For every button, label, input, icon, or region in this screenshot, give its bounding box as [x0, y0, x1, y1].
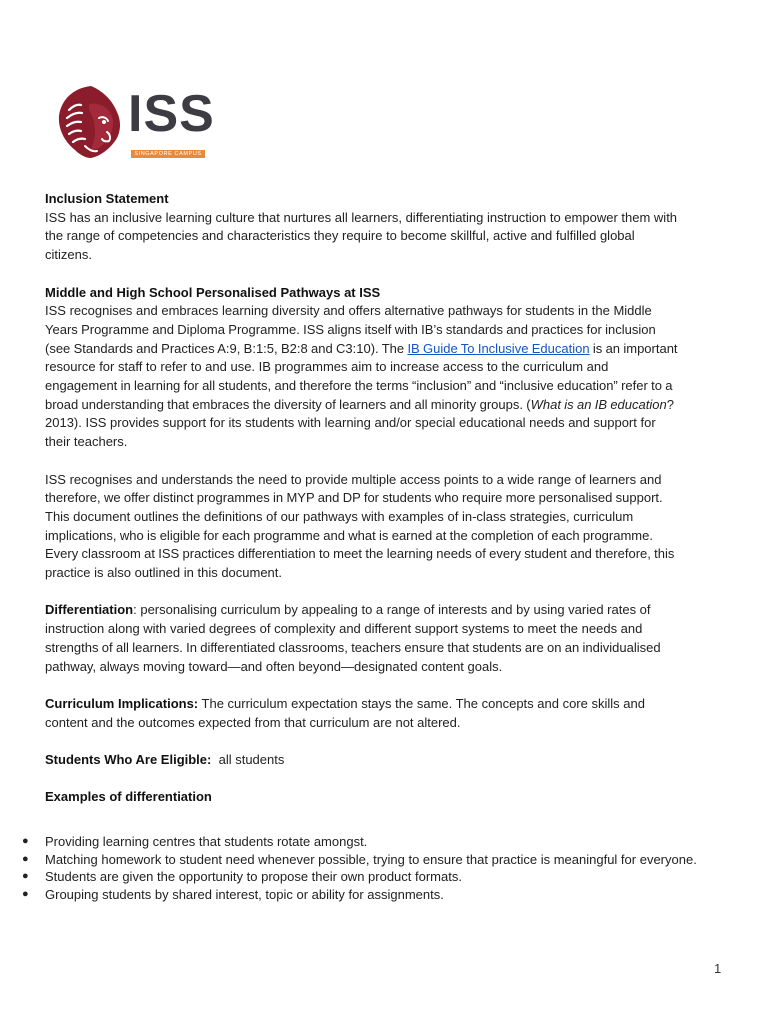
pathways-section — [45, 284, 735, 452]
access-section — [45, 471, 735, 583]
inclusion-heading: Inclusion Statement — [45, 191, 169, 206]
list-item-text: Providing learning centres that students rotate amongst. — [45, 834, 368, 849]
citation-title: What is an IB education — [530, 396, 667, 412]
text-run: is an important — [589, 340, 678, 356]
eligibility-section — [45, 751, 735, 770]
paragraph-line: strengths of all learners. In differentiated classrooms, teachers ensure that students are on an individualised — [45, 639, 661, 655]
paragraph-line — [45, 695, 735, 714]
list-item-text: Grouping students by shared interest, topic or ability for assignments. — [45, 886, 444, 902]
list-item — [22, 851, 702, 869]
paragraph-line: their teachers. — [45, 434, 128, 450]
paragraph-line: implications, who is eligible for each programme and what is earned at the completion of each programme. — [45, 527, 653, 543]
logo-wordmark: ISS — [128, 85, 215, 143]
list-item-text: Matching homework to student need whenever possible, trying to ensure that practice is meaningful for everyone. — [45, 851, 697, 867]
text-run: : personalising curriculum by appealing to a range of interests and by using varied rates of — [133, 602, 651, 618]
list-item — [22, 886, 702, 904]
text-run: broad understanding that embraces the diversity of learners and all minority groups. ( — [45, 396, 531, 412]
curriculum-section — [45, 695, 735, 732]
logo-tagline: SINGAPORE CAMPUS — [131, 150, 205, 158]
paragraph-line: the range of competencies and characteristics they require to become skillful, active and fulfilled global — [45, 228, 635, 244]
document-body — [45, 190, 735, 807]
paragraph-line: content and the outcomes expected from that curriculum are not altered. — [45, 714, 461, 730]
lion-head-icon — [55, 84, 125, 160]
paragraph-line: ISS recognises and embraces learning diversity and offers alternative pathways for students in the Middle — [45, 303, 652, 319]
paragraph-line: resource for staff to refer to and use. IB programmes aim to increase access to the curriculum and — [45, 359, 609, 375]
paragraph-line: This document outlines the definitions of our pathways with examples of in-class strategies, curriculum — [45, 508, 634, 524]
curriculum-term: Curriculum Implications: — [45, 695, 199, 711]
paragraph-line — [45, 340, 735, 359]
paragraph-line: ISS recognises and understands the need to provide multiple access points to a wide range of learners and — [45, 471, 662, 487]
differentiation-term: Differentiation — [45, 602, 134, 618]
eligible-value: all students — [211, 752, 285, 768]
paragraph-line — [45, 396, 735, 415]
paragraph-line: 2013). ISS provides support for its students with learning and/or special educational needs and support for — [45, 415, 656, 431]
eligible-term: Students Who Are Eligible: — [45, 752, 212, 768]
paragraph-line: therefore, we offer distinct programmes in MYP and DP for students who require more personalised support. — [45, 490, 663, 506]
paragraph-line: instruction along with varied degrees of complexity and different support systems to meet the needs and — [45, 621, 643, 637]
list-item-text: Students are given the opportunity to propose their own product formats. — [45, 869, 462, 884]
pathways-heading: Middle and High School Personalised Pathways at ISS — [45, 284, 381, 300]
bullet-icon: ● — [22, 870, 29, 882]
paragraph-line: practice is also outlined in this document. — [45, 565, 283, 581]
inclusion-section — [45, 190, 735, 265]
examples-heading: Examples of differentiation — [45, 789, 212, 805]
list-item — [22, 868, 702, 886]
differentiation-section — [45, 601, 735, 676]
iss-logo — [55, 84, 215, 160]
page-number: 1 — [714, 961, 722, 976]
paragraph-line — [45, 751, 735, 770]
paragraph-line: engagement in learning for all students, and therefore the terms “inclusion” and “inclusive education” refer to a — [45, 378, 673, 394]
examples-section — [45, 788, 735, 807]
text-run: The curriculum expectation stays the same. The concepts and core skills and — [198, 695, 645, 711]
paragraph-line: Years Programme and Diploma Programme. ISS aligns itself with IB’s standards and practices for inclusion — [45, 321, 656, 337]
examples-list — [22, 833, 702, 903]
paragraph-line: Every classroom at ISS practices differentiation to meet the learning needs of every student and therefore, this — [45, 546, 675, 562]
text-run: ? — [666, 396, 674, 412]
ib-guide-link[interactable]: IB Guide To Inclusive Education — [407, 340, 590, 356]
paragraph-line: pathway, always moving toward—and often beyond—designated content goals. — [45, 658, 503, 674]
paragraph-line — [45, 601, 735, 620]
paragraph-line: ISS has an inclusive learning culture that nurtures all learners, differentiating instruction to empower them with — [45, 209, 678, 225]
text-run: (see Standards and Practices A:9, B:1:5, B2:8 and C3:10). The — [45, 340, 408, 356]
bullet-icon: ● — [22, 852, 29, 865]
paragraph-line: citizens. — [45, 247, 92, 263]
list-item — [22, 833, 702, 851]
bullet-icon: ● — [22, 887, 29, 900]
bullet-icon: ● — [22, 835, 29, 847]
